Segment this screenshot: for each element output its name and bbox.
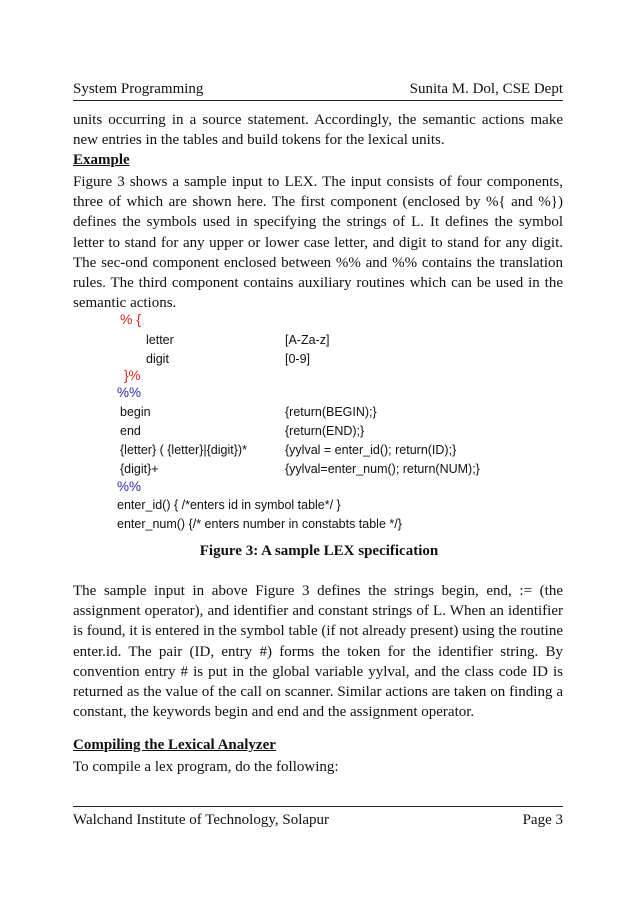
footer-institute: Walchand Institute of Technology, Solapur [73, 812, 330, 828]
code-aux-routine-1: enter_id() { /*enters id in symbol table*/ } [117, 498, 341, 512]
code-aux-routine-2: enter_num() {/* enters number in constabts table */} [117, 517, 402, 531]
compile-heading: Compiling the Lexical Analyzer [73, 737, 276, 753]
code-def-close-brace: }% [124, 368, 141, 383]
code-rule1-pattern: begin [120, 405, 151, 419]
code-def1-name: letter [146, 333, 174, 347]
figure-caption: Figure 3: A sample LEX specification [199, 543, 439, 559]
compile-paragraph: To compile a lex program, do the following: [73, 759, 339, 775]
code-rule3-pattern: {letter} ( {letter}|{digit})* [120, 443, 247, 457]
header-divider [73, 100, 563, 101]
code-def1-value: [A-Za-z] [285, 333, 330, 347]
page-footer [73, 812, 563, 829]
code-def-open-brace: % { [120, 311, 142, 327]
code-rule4-pattern: {digit}+ [120, 462, 159, 476]
code-def2-value: [0-9] [285, 352, 311, 366]
code-rules-separator-close: %% [117, 479, 142, 494]
code-rule2-action: {return(END);} [285, 424, 365, 438]
example-paragraph: Figure 3 shows a sample input to LEX. The input consists of four components, three of which are shown here. The first component (enclosed by %{ and %}) defines the symbols used in specifying the strings of L. It defines the symbol letter to stand for any upper or lower case letter, and digit to stand for any digit. The sec-ond component enclosed between %% and %% contains the translation rules. The third component contains auxiliary routines which can be used in the semantic actions. [73, 174, 563, 312]
explanation-text: The sample input in above Figure 3 defines the strings begin, end, := (the assignment operator), and identifier and constant strings of L. When an identifier is found, it is entered in the symbol table (if not already present) using the routine enter.id. The pair (ID, entry #) forms the token for the identifier string. By convention entry # is put in the global variable yylval, and the class code ID is returned as the value of the call on scanner. Similar actions are taken on finding a constant, the keywords begin and end and the assignment operator. [73, 583, 563, 721]
code-rule4-action: {yylval=enter_num(); return(NUM);} [285, 462, 480, 476]
footer-page-number: Page 3 [522, 812, 563, 828]
explanation-paragraph [73, 581, 563, 722]
header-author: Sunita M. Dol, CSE Dept [409, 81, 563, 97]
code-rule2-pattern: end [120, 424, 141, 438]
code-def2-name: digit [146, 352, 169, 366]
code-rule3-action: {yylval = enter_id(); return(ID);} [285, 443, 457, 457]
code-rule1-action: {return(BEGIN);} [285, 405, 377, 419]
header-course-title: System Programming [73, 81, 204, 97]
footer-divider [73, 806, 563, 807]
example-heading: Example [73, 152, 130, 168]
page-header [73, 78, 563, 98]
code-rules-separator-open: %% [117, 385, 142, 400]
intro-paragraph: units occurring in a source statement. Accordingly, the semantic actions make new entries in the tables and build tokens for the lexical units. [73, 112, 563, 149]
